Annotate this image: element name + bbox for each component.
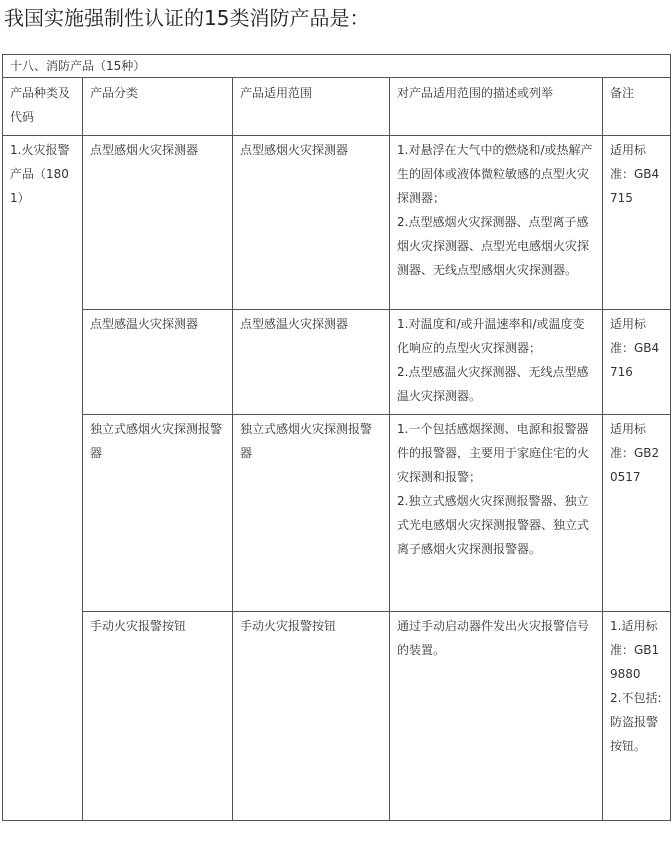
classification-cell: 独立式感烟火灾探测报警器 bbox=[83, 415, 233, 612]
description-cell bbox=[390, 136, 603, 310]
description-line: 通过手动启动器件发出火灾报警信号的装置。 bbox=[397, 619, 590, 657]
remarks-cell bbox=[603, 310, 671, 415]
category-cell: 1.火灾报警产品（1801） bbox=[3, 136, 83, 821]
header-classification: 产品分类 bbox=[83, 78, 233, 136]
remarks-cell bbox=[603, 415, 671, 612]
description-line: 2.点型感温火灾探测器、无线点型感温火灾探测器。 bbox=[397, 365, 589, 403]
remarks-line: 适用标准：GB4715 bbox=[610, 143, 660, 205]
table-row bbox=[3, 612, 671, 821]
remarks-line: 适用标准：GB20517 bbox=[610, 422, 660, 484]
remarks-cell bbox=[603, 136, 671, 310]
description-line: 1.一个包括感烟探测、电源和报警器件的报警器，主要用于家庭住宅的火灾探测和报警； bbox=[397, 422, 590, 484]
header-remarks: 备注 bbox=[603, 78, 671, 136]
table-row bbox=[3, 136, 671, 310]
description-line: 2.点型感烟火灾探测器、点型离子感烟火灾探测器、点型光电感烟火灾探测器、无线点型感烟火灾探测器。 bbox=[397, 215, 590, 277]
header-scope: 产品适用范围 bbox=[233, 78, 390, 136]
description-cell bbox=[390, 415, 603, 612]
header-description: 对产品适用范围的描述或列举 bbox=[390, 78, 603, 136]
classification-cell: 手动火灾报警按钮 bbox=[83, 612, 233, 821]
classification-cell: 点型感温火灾探测器 bbox=[83, 310, 233, 415]
scope-cell: 独立式感烟火灾探测报警器 bbox=[233, 415, 390, 612]
page-title: 我国实施强制性认证的15类消防产品是： bbox=[4, 6, 370, 30]
remarks-cell bbox=[603, 612, 671, 821]
scope-cell: 点型感温火灾探测器 bbox=[233, 310, 390, 415]
description-cell bbox=[390, 612, 603, 821]
description-line: 1.对悬浮在大气中的燃烧和/或热解产生的固体或液体微粒敏感的点型火灾探测器； bbox=[397, 143, 593, 205]
table-header-row bbox=[3, 78, 671, 136]
remarks-line: 适用标准：GB4716 bbox=[610, 317, 660, 379]
fire-product-table bbox=[2, 54, 671, 821]
description-line: 2.独立式感烟火灾探测报警器、独立式光电感烟火灾探测报警器、独立式离子感烟火灾探测报警器。 bbox=[397, 494, 590, 556]
header-category-code: 产品种类及代码 bbox=[3, 78, 83, 136]
scope-cell: 手动火灾报警按钮 bbox=[233, 612, 390, 821]
table-row bbox=[3, 310, 671, 415]
description-cell bbox=[390, 310, 603, 415]
classification-cell: 点型感烟火灾探测器 bbox=[83, 136, 233, 310]
table-caption-row bbox=[3, 55, 671, 78]
remarks-line: 2.不包括:防盗报警按钮。 bbox=[610, 691, 662, 753]
table-caption: 十八、消防产品（15种） bbox=[3, 55, 671, 78]
remarks-line: 1.适用标准：GB19880 bbox=[610, 619, 660, 681]
scope-cell: 点型感烟火灾探测器 bbox=[233, 136, 390, 310]
table-row bbox=[3, 415, 671, 612]
description-line: 1.对温度和/或升温速率和/或温度变化响应的点型火灾探测器； bbox=[397, 317, 585, 355]
